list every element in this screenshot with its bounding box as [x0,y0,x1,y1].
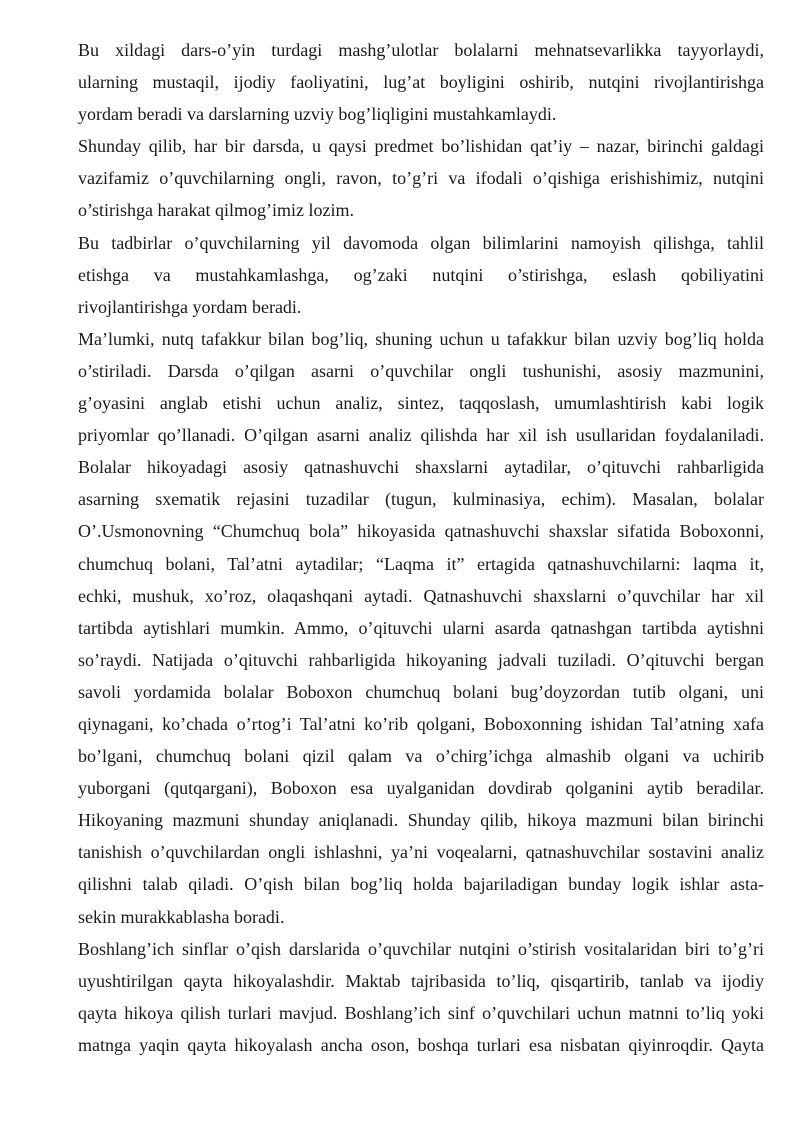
paragraph-tadbirlar [78,227,764,323]
text-line: asarning sxematik rejasini tuzadilar (tugun, kulminasiya, echim). Masalan, bolalar [78,489,764,510]
text-line: uyushtirilgan qayta hikoyalashdir. Maktab tajribasida to’liq, qisqartirib, tanlab va ijodiy [78,970,764,991]
text-line: Ma’lumki, nutq tafakkur bilan bog’liq, shuning uchun u tafakkur bilan uzviy bog’liq holda [78,328,764,349]
text-line: tartibda aytishlari mumkin. Ammo, o’qituvchi ularni asarda qatnashgan tartibda aytishni [78,617,764,638]
text-line: qilishni talab qiladi. O’qish bilan bog’liq holda bajariladigan bunday logik ishlar asta- [78,874,764,895]
text-line: vazifamiz o’quvchilarning ongli, ravon, to’g’ri va ifodali o’qishiga erishishimiz, nutqini [78,168,764,189]
text-line: tanishish o’quvchilardan ongli ishlashni, ya’ni voqealarni, qatnashuvchilar sostavini analiz [78,842,764,863]
text-line: bo’lgani, chumchuq bolani qizil qalam va o’chirg’ichga almashib olgani va uchirib [78,746,764,767]
text-line: so’raydi. Natijada o’qituvchi rahbarligida hikoyaning jadvali tuziladi. O’qituvchi bergan [78,649,764,670]
text-line: Bu xildagi dars-o’yin turdagi mashg’ulotlar bolalarni mehnatsevarlikka tayyorlaydi, [78,40,764,60]
text-line: Bolalar hikoyadagi asosiy qatnashuvchi shaxslarni aytadilar, o’qituvchi rahbarligida [78,457,764,478]
text-line: Boshlang’ich sinflar o’qish darslarida o’quvchilar nutqini o’stirish vositalaridan biri to’g’ri [78,938,764,959]
text-line: chumchuq bolani, Tal’atni aytadilar; “Laqma it” ertagida qatnashuvchilarni: laqma it, [78,553,764,574]
text-line: Hikoyaning mazmuni shunday aniqlanadi. Shunday qilib, hikoya mazmuni bilan birinchi [78,810,764,831]
paragraph-nutq-tafakkur [78,323,764,933]
text-line: etishga va mustahkamlashga, og’zaki nutqini o’stirishga, eslash qobiliyatini [78,264,764,285]
paragraph-dars-oyin [78,34,764,130]
text-line: qayta hikoya qilish turlari mavjud. Boshlang’ich sinf o’quvchilari uchun matnni to’liq yoki [78,1002,764,1023]
paragraph-shunday-qilib [78,130,764,226]
text-line: savoli yordamida bolalar Boboxon chumchuq bolani bug’doyzordan tutib olgani, uni [78,681,764,702]
text-line: qiynagani, ko’chada o’rtog’i Tal’atni ko’rib qolgani, Boboxonning ishidan Tal’atning xafa [78,713,764,734]
text-line: O’.Usmonovning “Chumchuq bola” hikoyasida qatnashuvchi shaxslar sifatida Boboxonni, [78,521,764,542]
text-line: yordam beradi va darslarning uzviy bog’liqligini mustahkamlaydi. [78,104,557,125]
text-line: sekin murakkablasha boradi. [78,906,285,927]
text-line: yuborgani (qutqargani), Boboxon esa uyalganidan dovdirab qolganini aytib beradilar. [78,778,764,799]
text-line: o’stirishga harakat qilmog’imiz lozim. [78,200,354,221]
document-page [78,34,764,1061]
text-line: Bu tadbirlar o’quvchilarning yil davomoda olgan bilimlarini namoyish qilishga, tahlil [78,232,764,253]
paragraph-qayta-hikoyalash [78,933,764,1061]
text-line: Shunday qilib, har bir darsda, u qaysi predmet bo’lishidan qat’iy – nazar, birinchi galdagi [78,136,764,157]
text-line: ularning mustaqil, ijodiy faoliyatini, lug’at boyligini oshirib, nutqini rivojlantirishga [78,72,764,93]
text-line: matnga yaqin qayta hikoyalash ancha oson, boshqa turlari esa nisbatan qiyinroqdir. Qayta [78,1034,764,1055]
text-line: echki, mushuk, xo’roz, olaqashqani aytadi. Qatnashuvchi shaxslarni o’quvchilar har xil [78,585,764,606]
text-line: rivojlantirishga yordam beradi. [78,296,302,317]
text-line: o’stiriladi. Darsda o’qilgan asarni o’quvchilar ongli tushunishi, asosiy mazmunini, [78,360,764,381]
text-line: priyomlar qo’llanadi. O’qilgan asarni analiz qilishda har xil ish usullaridan foydalaniladi. [78,425,764,446]
text-line: g’oyasini anglab etishi uchun analiz, sintez, taqqoslash, umumlashtirish kabi logik [78,393,764,414]
